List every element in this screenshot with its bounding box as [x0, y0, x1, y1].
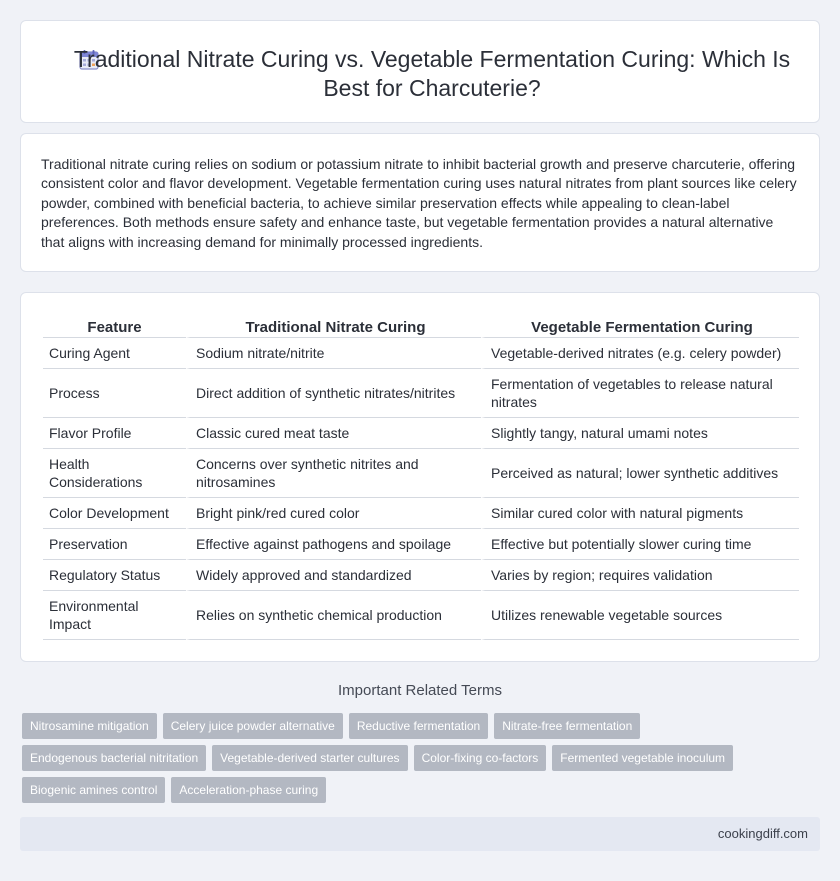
table-cell: Vegetable-derived nitrates (e.g. celery powder) — [481, 338, 799, 369]
table-cell: Relies on synthetic chemical production — [186, 591, 481, 640]
table-cell: Flavor Profile — [43, 418, 186, 449]
title-card — [20, 20, 820, 123]
related-term-tag[interactable]: Color-fixing co-factors — [414, 745, 547, 771]
related-term-tag[interactable]: Vegetable-derived starter cultures — [212, 745, 407, 771]
table-row — [43, 338, 799, 369]
intro-paragraph: Traditional nitrate curing relies on sodium or potassium nitrate to inhibit bacterial growth and preserve charcuterie, offering consistent color and flavor development. Vegetable fermentation curing uses natural nitrates from plant sources like celery powder, combined with beneficial bacteria, to achieve similar preservation effects while appealing to clean-label preferences. Both methods ensure safety and enhance taste, but vegetable fermentation provides a natural alternative that aligns with increasing demand for minimally processed ingredients. — [41, 156, 797, 250]
table-cell: Effective against pathogens and spoilage — [186, 529, 481, 560]
table-cell: Preservation — [43, 529, 186, 560]
table-row — [43, 560, 799, 591]
table-cell: Similar cured color with natural pigments — [481, 498, 799, 529]
table-row — [43, 418, 799, 449]
table-row — [43, 498, 799, 529]
related-term-tag[interactable]: Endogenous bacterial nitritation — [22, 745, 206, 771]
related-terms-list — [22, 713, 802, 803]
table-cell: Varies by region; requires validation — [481, 560, 799, 591]
table-cell: Direct addition of synthetic nitrates/nitrites — [186, 369, 481, 418]
table-cell: Bright pink/red cured color — [186, 498, 481, 529]
table-row — [43, 449, 799, 498]
table-cell: Fermentation of vegetables to release natural nitrates — [481, 369, 799, 418]
comparison-card — [20, 292, 820, 662]
table-cell: Environmental Impact — [43, 591, 186, 640]
related-term-tag[interactable]: Nitrate-free fermentation — [494, 713, 640, 739]
table-cell: Regulatory Status — [43, 560, 186, 591]
related-term-tag[interactable]: Acceleration-phase curing — [171, 777, 326, 803]
table-cell: Widely approved and standardized — [186, 560, 481, 591]
table-cell: Effective but potentially slower curing time — [481, 529, 799, 560]
table-row — [43, 529, 799, 560]
comparison-table — [43, 316, 799, 640]
related-term-tag[interactable]: Fermented vegetable inoculum — [552, 745, 733, 771]
footer — [20, 817, 820, 851]
table-cell: Concerns over synthetic nitrites and nitrosamines — [186, 449, 481, 498]
column-header: Feature — [43, 316, 186, 338]
footer-site-link[interactable]: cookingdiff.com — [717, 826, 808, 841]
table-cell: Health Considerations — [43, 449, 186, 498]
table-cell: Perceived as natural; lower synthetic additives — [481, 449, 799, 498]
table-cell: Utilizes renewable vegetable sources — [481, 591, 799, 640]
related-term-tag[interactable]: Biogenic amines control — [22, 777, 165, 803]
related-term-tag[interactable]: Nitrosamine mitigation — [22, 713, 157, 739]
table-row — [43, 591, 799, 640]
column-header: Vegetable Fermentation Curing — [481, 316, 799, 338]
table-cell: Process — [43, 369, 186, 418]
column-header: Traditional Nitrate Curing — [186, 316, 481, 338]
table-cell: Color Development — [43, 498, 186, 529]
table-row — [43, 369, 799, 418]
related-term-tag[interactable]: Reductive fermentation — [349, 713, 488, 739]
related-terms-heading: Important Related Terms — [338, 682, 502, 699]
table-cell: Sodium nitrate/nitrite — [186, 338, 481, 369]
table-cell: Classic cured meat taste — [186, 418, 481, 449]
page-title: Traditional Nitrate Curing vs. Vegetable Fermentation Curing: Which Is Best for Charcuterie? — [73, 46, 791, 101]
related-term-tag[interactable]: Celery juice powder alternative — [163, 713, 343, 739]
table-header-row — [43, 316, 799, 338]
table-cell: Curing Agent — [43, 338, 186, 369]
intro-card — [20, 133, 820, 272]
table-cell: Slightly tangy, natural umami notes — [481, 418, 799, 449]
